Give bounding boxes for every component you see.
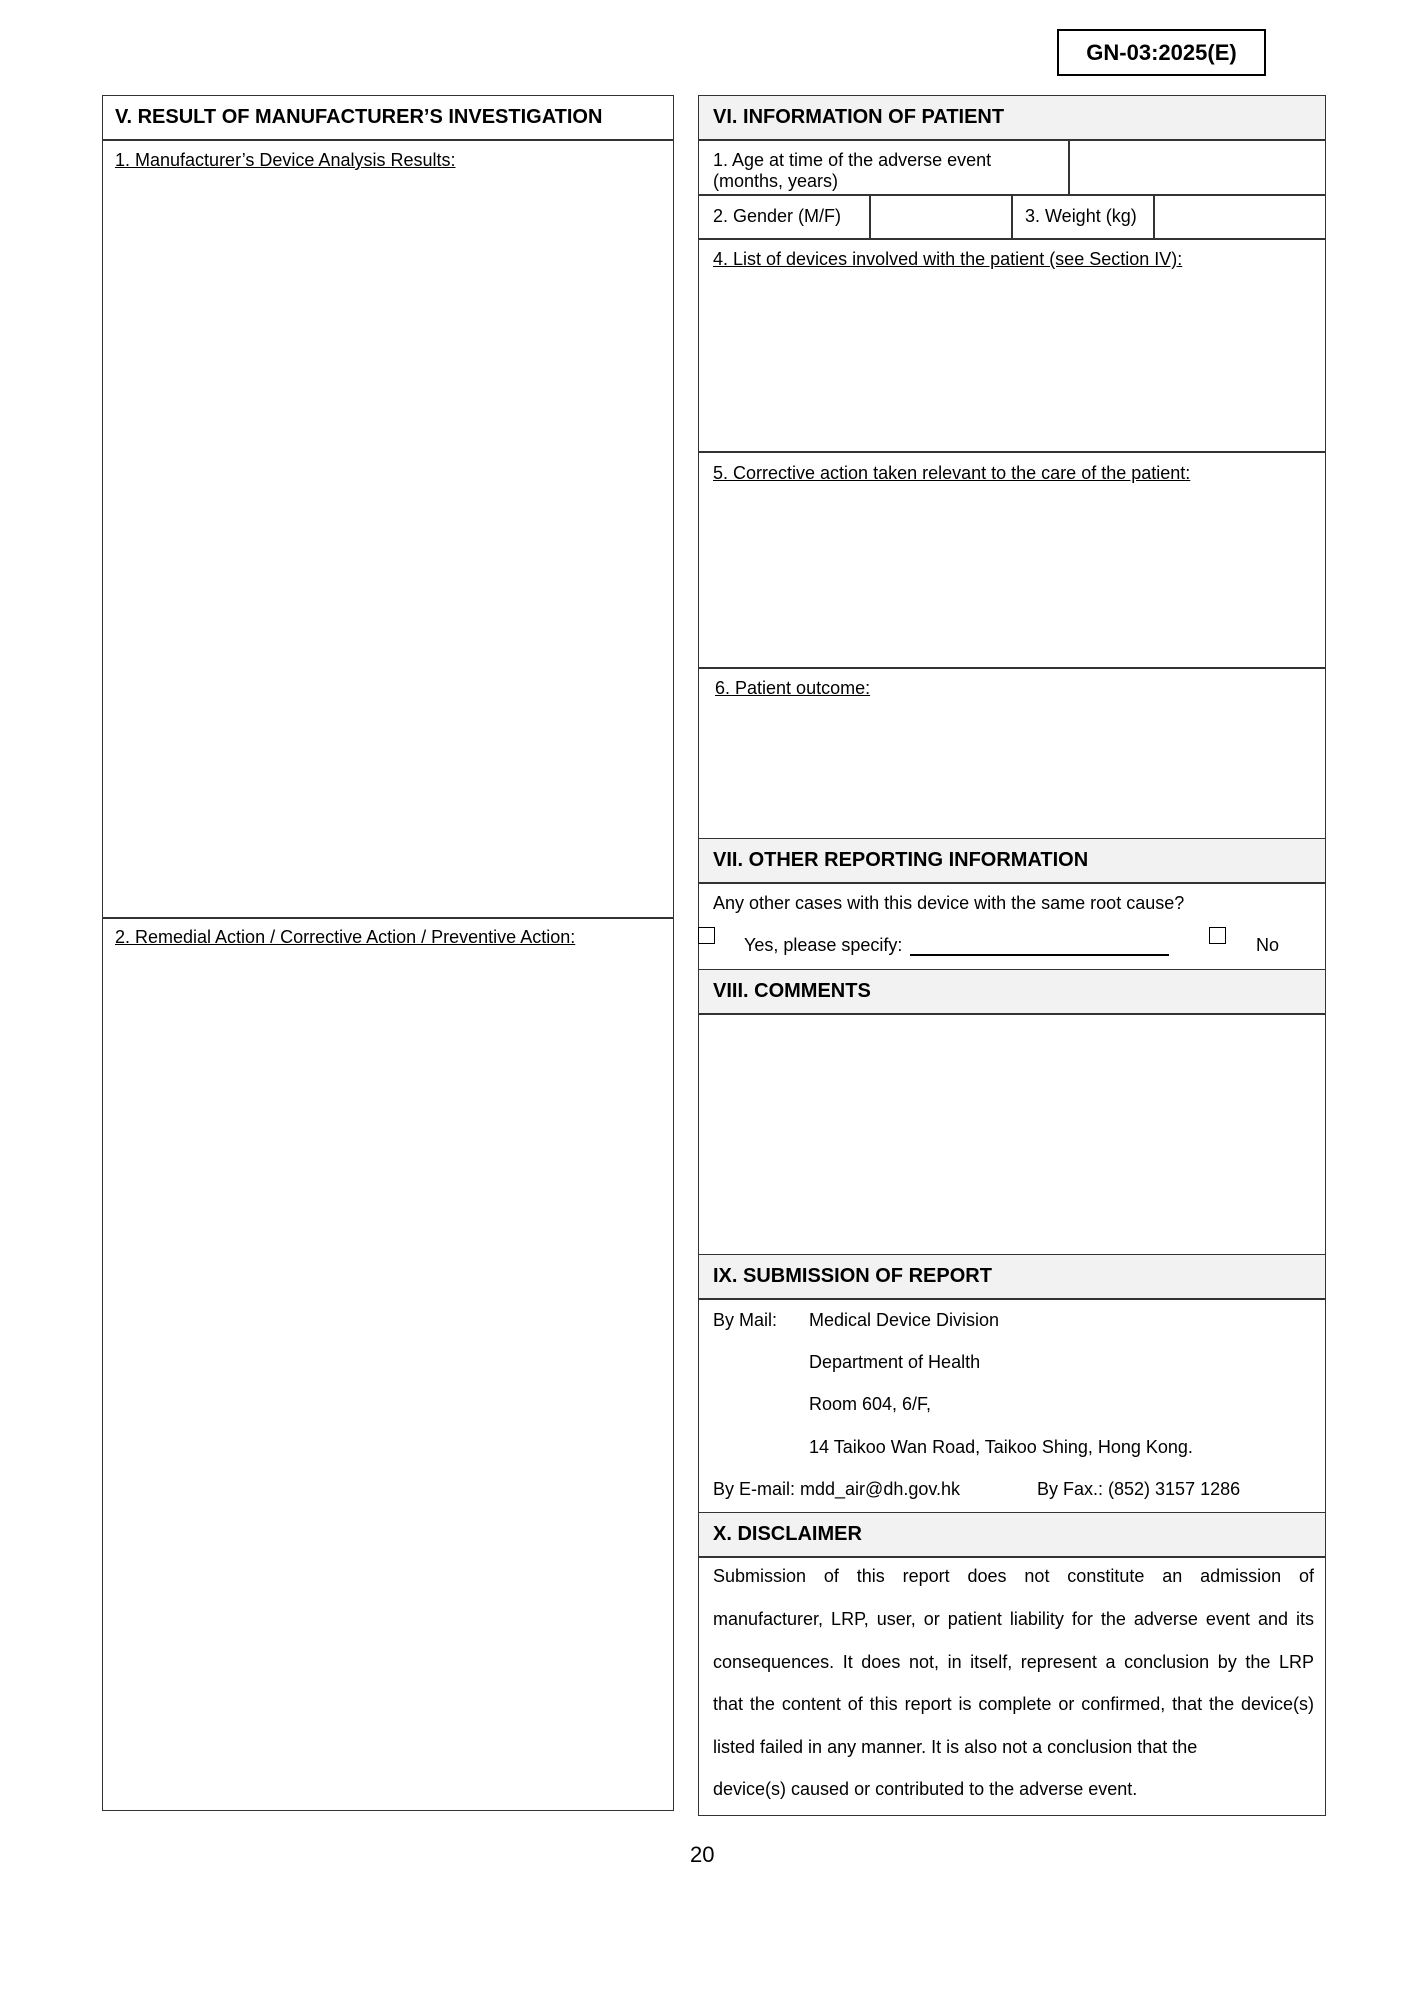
disclaimer-text [713,1565,1314,1800]
address-line: Room 604, 6/F, [809,1394,932,1414]
disclaimer-line: device(s) caused or contributed to the adverse event. [713,1779,1138,1799]
patient-outcome-label: 6. Patient outcome: [715,678,871,698]
device-analysis-label: 1. Manufacturer’s Device Analysis Results: [115,150,456,170]
email-contact: By E-mail: mdd_air@dh.gov.hk [713,1479,961,1499]
disclaimer-line: consequences. It does not, in itself, represent a conclusion by the LRP [713,1652,1314,1672]
section-vii-header [699,839,1325,882]
disclaimer-line: listed failed in any manner. It is also not a conclusion that the [713,1737,1198,1757]
disclaimer-line: manufacturer, LRP, user, or patient liability for the adverse event and its [713,1609,1314,1629]
section-v-title-text: V. RESULT OF MANUFACTURER’S INVESTIGATION [115,106,603,128]
patient-outcome-field[interactable] [700,703,1324,837]
section-viii-title: VIII. COMMENTS [713,980,871,1002]
section-v-title [103,96,673,139]
divider [102,917,674,919]
section-x-header [699,1513,1325,1556]
section-ix-title: IX. SUBMISSION OF REPORT [713,1265,992,1287]
gender-input[interactable] [871,196,1011,236]
divider [698,238,1326,240]
disclaimer-line: that the content of this report is complete or confirmed, that the device(s) [713,1694,1314,1714]
other-cases-question: Any other cases with this device with the same root cause? [713,893,1185,913]
section-vii-title: VII. OTHER REPORTING INFORMATION [713,849,1089,871]
address-line: Medical Device Division [809,1310,1000,1330]
age-label-line2: (months, years) [713,171,839,191]
age-input[interactable] [1070,141,1324,193]
address-line: Department of Health [809,1352,981,1372]
weight-input[interactable] [1155,196,1324,236]
mail-label: By Mail: [713,1310,778,1330]
remedial-action-label: 2. Remedial Action / Corrective Action / Preventive Action: [115,927,576,947]
yes-specify-input[interactable] [910,954,1169,956]
page-number: 20 [690,1842,715,1867]
yes-label: Yes, please specify: [744,935,903,955]
divider [698,451,1326,453]
age-label-line1: 1. Age at time of the adverse event [713,150,992,170]
corrective-action-label: 5. Corrective action taken relevant to the care of the patient: [713,463,1191,483]
devices-list-label: 4. List of devices involved with the patient (see Section IV): [713,249,1183,269]
section-viii-header [699,970,1325,1013]
address-line: 14 Taikoo Wan Road, Taikoo Shing, Hong Kong. [809,1437,1193,1457]
comments-field[interactable] [700,1015,1324,1253]
divider [698,882,1326,884]
divider [698,667,1326,669]
section-x-title: X. DISCLAIMER [713,1523,862,1545]
document-id: GN-03:2025(E) [1057,29,1266,76]
disclaimer-line: Submission of this report does not constitute an admission of [713,1566,1314,1586]
devices-list-field[interactable] [700,274,1324,450]
age-label [713,150,991,192]
section-ix-header [699,1255,1325,1298]
divider [1011,194,1013,238]
gender-label: 2. Gender (M/F) [713,206,842,226]
divider [698,1556,1326,1558]
no-label: No [1256,935,1280,955]
weight-label: 3. Weight (kg) [1025,206,1137,226]
section-vi-header [699,96,1325,139]
yes-checkbox[interactable] [698,927,715,944]
fax-contact: By Fax.: (852) 3157 1286 [1037,1479,1241,1499]
divider [102,139,674,141]
corrective-action-field[interactable] [700,488,1324,666]
no-checkbox[interactable] [1209,927,1226,944]
section-vi-title: VI. INFORMATION OF PATIENT [713,106,1005,128]
device-analysis-field[interactable] [104,175,672,915]
divider [698,1298,1326,1300]
remedial-action-field[interactable] [104,952,672,1808]
